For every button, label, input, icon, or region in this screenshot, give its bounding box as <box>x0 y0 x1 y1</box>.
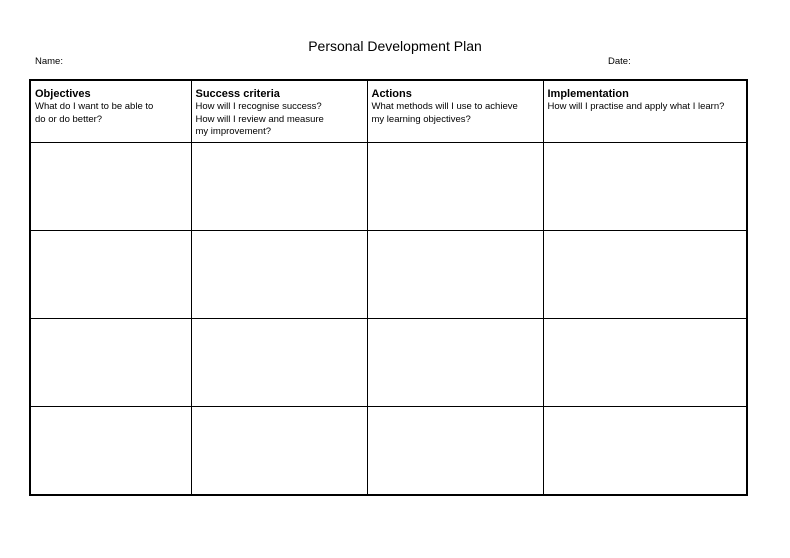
success-criteria-cell[interactable] <box>191 406 367 495</box>
column-prompt: How will I practise and apply what I learn? <box>547 101 725 112</box>
column-heading: Success criteria <box>195 88 280 100</box>
implementation-cell[interactable] <box>543 142 747 230</box>
objectives-cell[interactable] <box>30 318 191 406</box>
table-row <box>30 142 747 230</box>
success-criteria-cell[interactable] <box>191 142 367 230</box>
column-prompt: What do I want to be able to do or do better? <box>35 101 154 125</box>
actions-cell[interactable] <box>367 318 543 406</box>
objectives-cell[interactable] <box>30 230 191 318</box>
implementation-cell[interactable] <box>543 406 747 495</box>
table-row <box>30 406 747 495</box>
actions-cell[interactable] <box>367 406 543 495</box>
actions-cell[interactable] <box>367 142 543 230</box>
page-title: Personal Development Plan <box>308 38 482 54</box>
table-row <box>30 318 747 406</box>
success-criteria-cell[interactable] <box>191 230 367 318</box>
success-criteria-cell[interactable] <box>191 318 367 406</box>
column-heading: Actions <box>371 88 412 100</box>
column-header-actions <box>367 80 543 142</box>
implementation-cell[interactable] <box>543 230 747 318</box>
table-header-row <box>30 80 747 142</box>
column-header-objectives <box>30 80 191 142</box>
column-prompt: How will I recognise success? How will I review and measure my improvement? <box>195 101 324 137</box>
objectives-cell[interactable] <box>30 406 191 495</box>
name-label: Name: <box>35 56 63 67</box>
implementation-cell[interactable] <box>543 318 747 406</box>
table-row <box>30 230 747 318</box>
column-prompt: What methods will I use to achieve my learning objectives? <box>371 101 518 125</box>
column-heading: Implementation <box>547 88 629 100</box>
objectives-cell[interactable] <box>30 142 191 230</box>
actions-cell[interactable] <box>367 230 543 318</box>
column-heading: Objectives <box>35 88 91 100</box>
development-plan-table <box>29 79 748 496</box>
column-header-success-criteria <box>191 80 367 142</box>
column-header-implementation <box>543 80 747 142</box>
date-label: Date: <box>608 56 631 67</box>
